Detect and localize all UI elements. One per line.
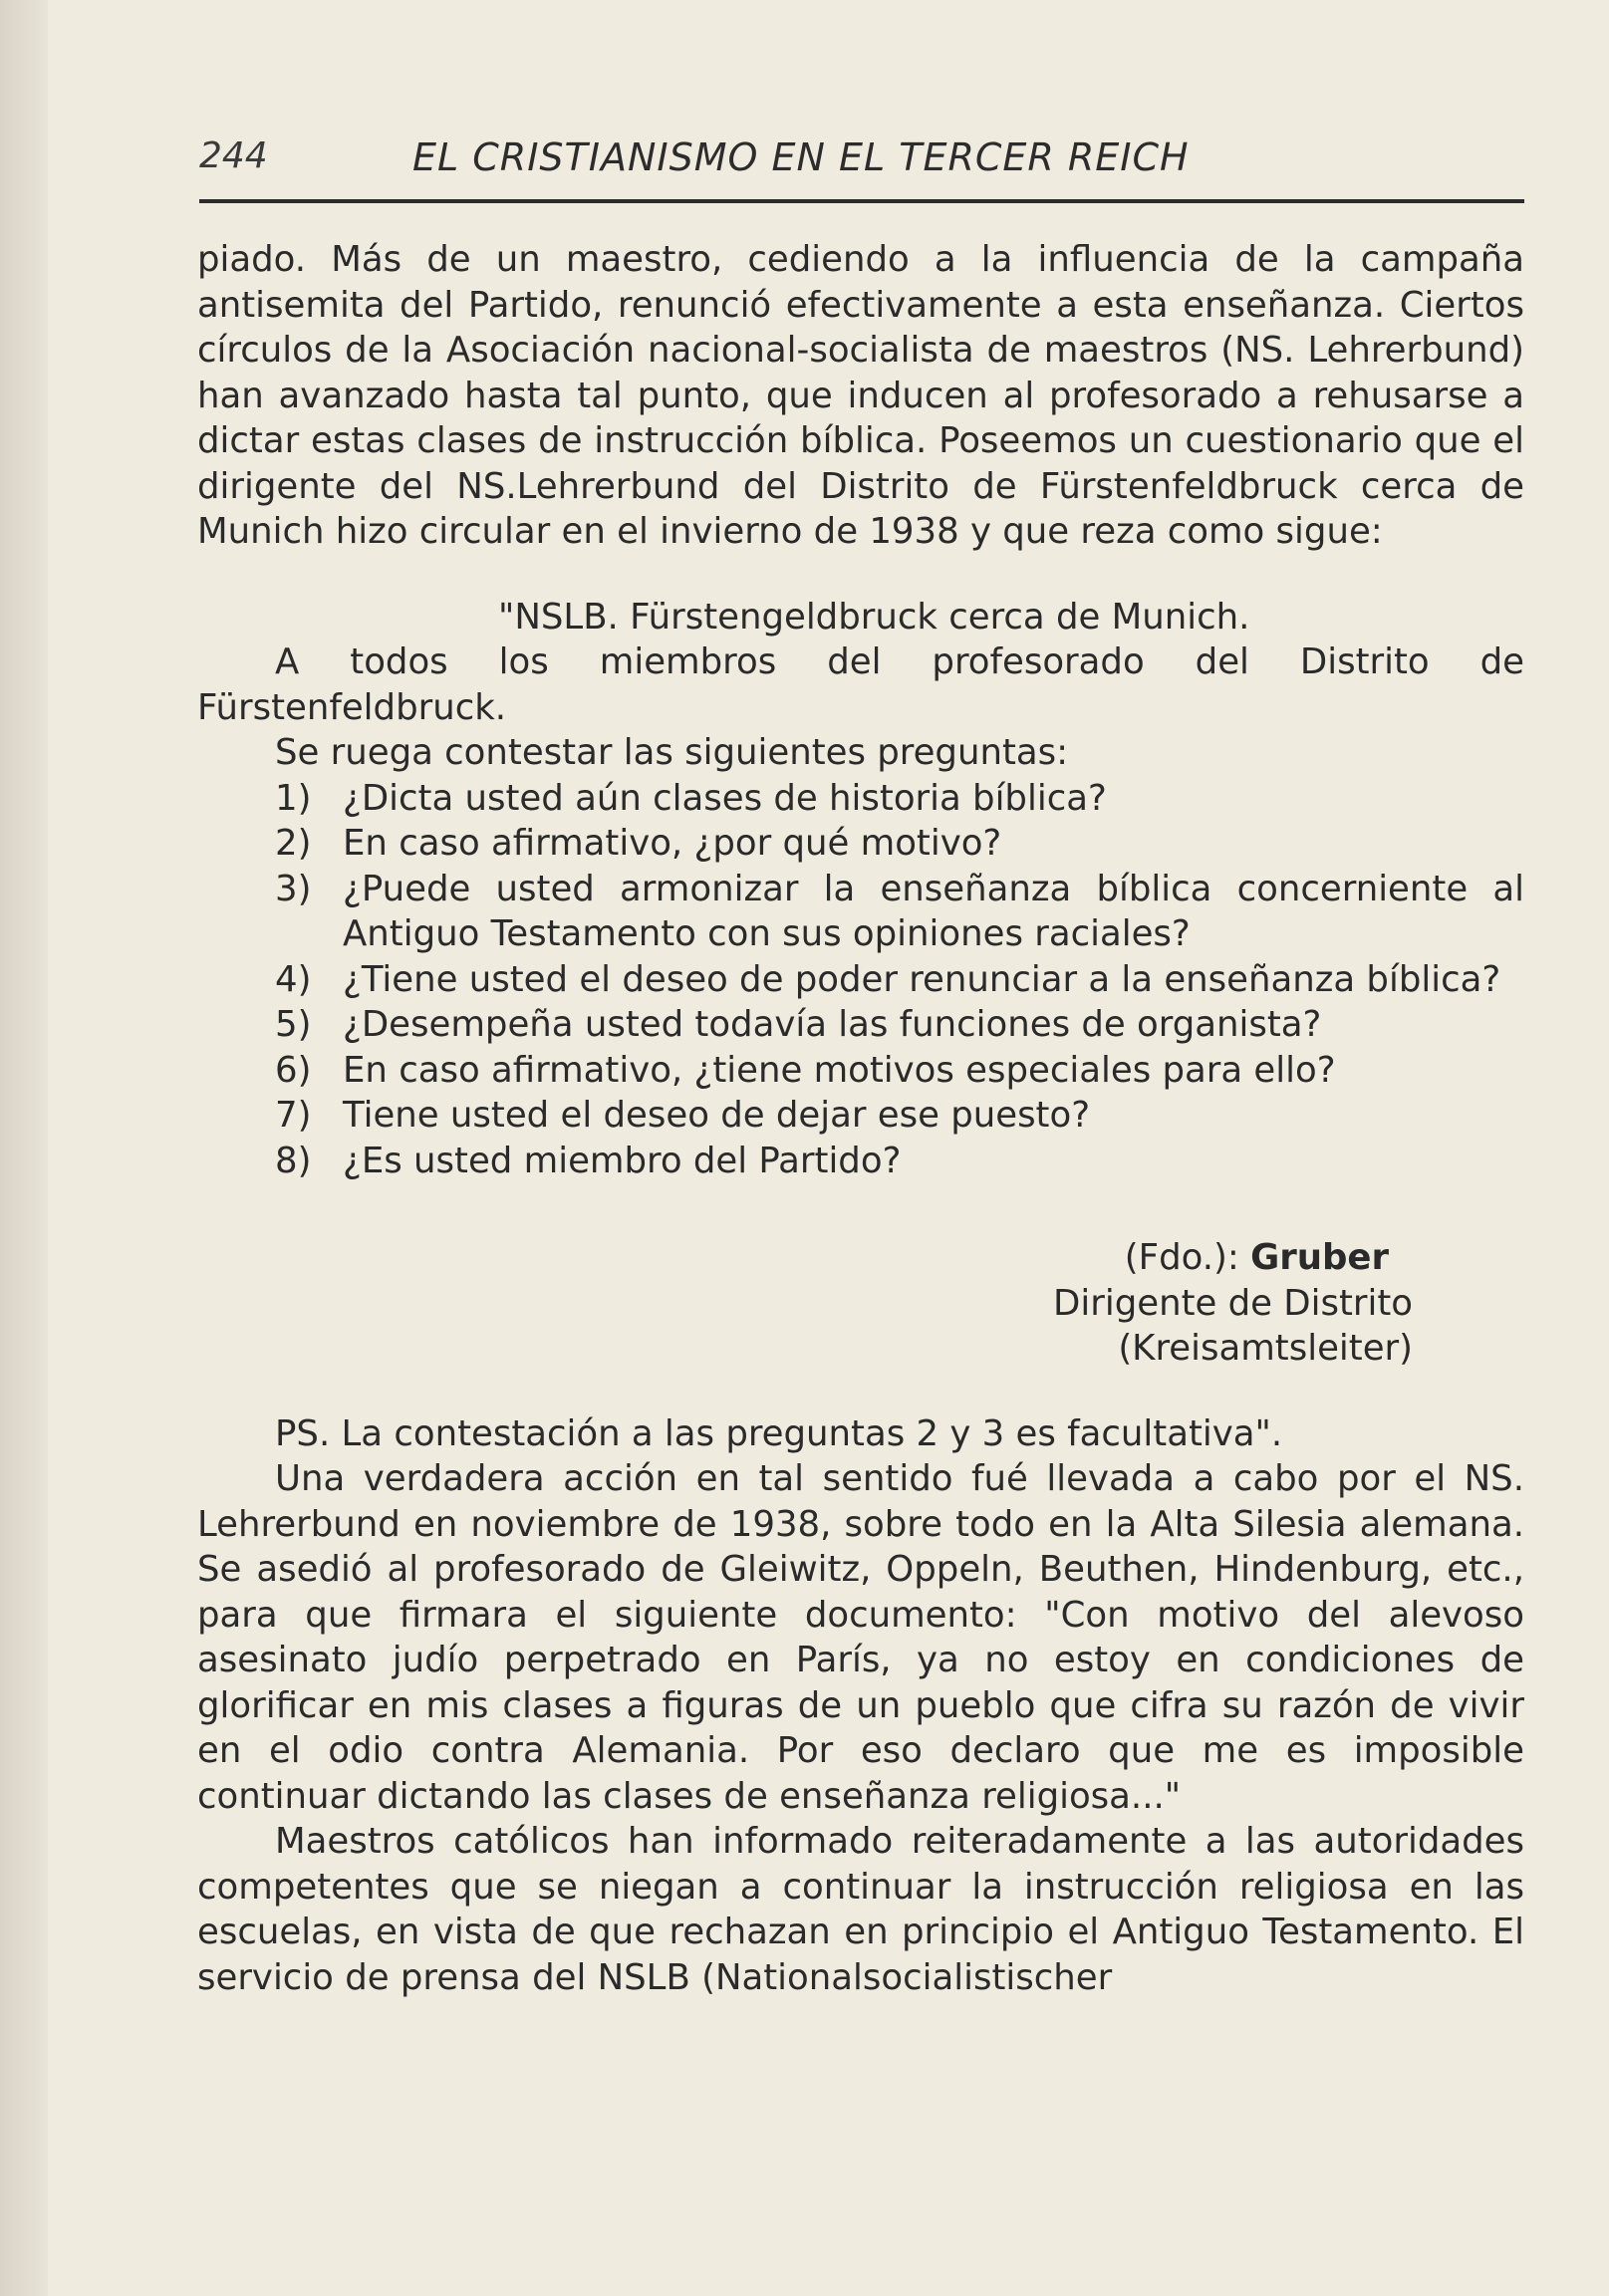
spacer (197, 555, 1524, 595)
letter-request: Se ruega contestar las siguientes preguntas: (275, 732, 1069, 773)
question-number: 1) (275, 777, 312, 819)
question-text: ¿Desempeña usted todavía las funciones de organista? (343, 1004, 1322, 1045)
list-item (197, 821, 1524, 867)
list-item (197, 776, 1524, 822)
signature-block (197, 1235, 1524, 1372)
question-number: 4) (275, 958, 312, 1000)
question-text: ¿Es usted miembro del Partido? (343, 1140, 902, 1181)
page-gutter (0, 0, 48, 2296)
question-number: 7) (275, 1095, 312, 1136)
list-item (197, 867, 1524, 957)
signature-line (197, 1235, 1413, 1281)
question-text: ¿Tiene usted el deseo de poder renunciar a la enseñanza bíblica? (343, 958, 1501, 1000)
question-number: 5) (275, 1004, 312, 1045)
list-item (197, 957, 1524, 1003)
list-item (197, 1048, 1524, 1094)
signature-role: (Kreisamtsleiter) (1118, 1328, 1413, 1369)
list-item (197, 1093, 1524, 1139)
closing-paragraph-2: Maestros católicos han informado reiteradamente a las autoridades competentes que se niegan a continuar la instrucción religiosa en las escuelas, en vista de que rechazan en principio el Antiguo Testamento. El servicio de prensa del NSLB (Nationalsocialistischer (197, 1821, 1524, 1998)
postscript: PS. La contestación a las preguntas 2 y 3 es facultativa". (275, 1412, 1283, 1454)
question-list (197, 776, 1524, 1184)
question-number: 6) (275, 1049, 312, 1091)
closing-paragraph-1: Una verdadera acción en tal sentido fué llevada a cabo por el NS. Lehrerbund en noviembre de 1938, sobre todo en la Alta Silesia alemana. Se asedió al profesorado de Gleiwitz, Oppeln, Beuthen, Hindenburg, etc., para que firmara el siguiente documento: "Con motivo del alevoso asesinato judío perpetrado en París, ya no estoy en condiciones de glorificar en mis clases a figuras de un pueblo que cifra su razón de vivir en el odio contra Alemania. Por eso declaro que me es imposible continuar dictando las clases de enseñanza religiosa..." (197, 1458, 1524, 1817)
signature-name: Gruber (1250, 1237, 1389, 1278)
page-header (199, 135, 1524, 203)
question-number: 8) (275, 1140, 312, 1181)
intro-paragraph: piado. Más de un maestro, cediendo a la influencia de la campaña antisemita del Partido, renunció efectivamente a esta enseñanza. Ciertos círculos de la Asociación nacional-socialista de maestros (NS. Lehrerbund) han avanzado hasta tal punto, que inducen al profesorado a rehusarse a dictar estas clases de instrucción bíblica. Poseemos un cuestionario que el dirigente del NS.Lehrerbund del Distrito de Fürstenfeldbruck cerca de Munich hizo circular en el invierno de 1938 y que reza como sigue: (197, 239, 1524, 552)
question-text: ¿Puede usted armonizar la enseñanza bíblica concerniente al Antiguo Testamento con sus opiniones raciales? (343, 868, 1524, 954)
signature-prefix: (Fdo.): (1124, 1237, 1251, 1278)
question-text: Tiene usted el deseo de dejar ese puesto? (343, 1095, 1091, 1136)
list-item (197, 1139, 1524, 1184)
letter-address: A todos los miembros del profesorado del Distrito de Fürstenfeldbruck. (197, 641, 1524, 728)
list-item (197, 1002, 1524, 1048)
question-number: 3) (275, 868, 312, 909)
question-number: 2) (275, 823, 312, 864)
running-title: EL CRISTIANISMO EN EL TERCER REICH (412, 135, 1190, 179)
letter-heading: "NSLB. Fürstengeldbruck cerca de Munich. (498, 596, 1250, 638)
question-text: En caso afirmativo, ¿por qué motivo? (343, 823, 1002, 864)
question-text: En caso afirmativo, ¿tiene motivos especiales para ello? (343, 1049, 1336, 1091)
signature-title: Dirigente de Distrito (1053, 1282, 1413, 1324)
question-text: ¿Dicta usted aún clases de historia bíblica? (343, 777, 1107, 819)
page-number: 244 (199, 135, 268, 176)
page-body (197, 237, 1524, 2000)
